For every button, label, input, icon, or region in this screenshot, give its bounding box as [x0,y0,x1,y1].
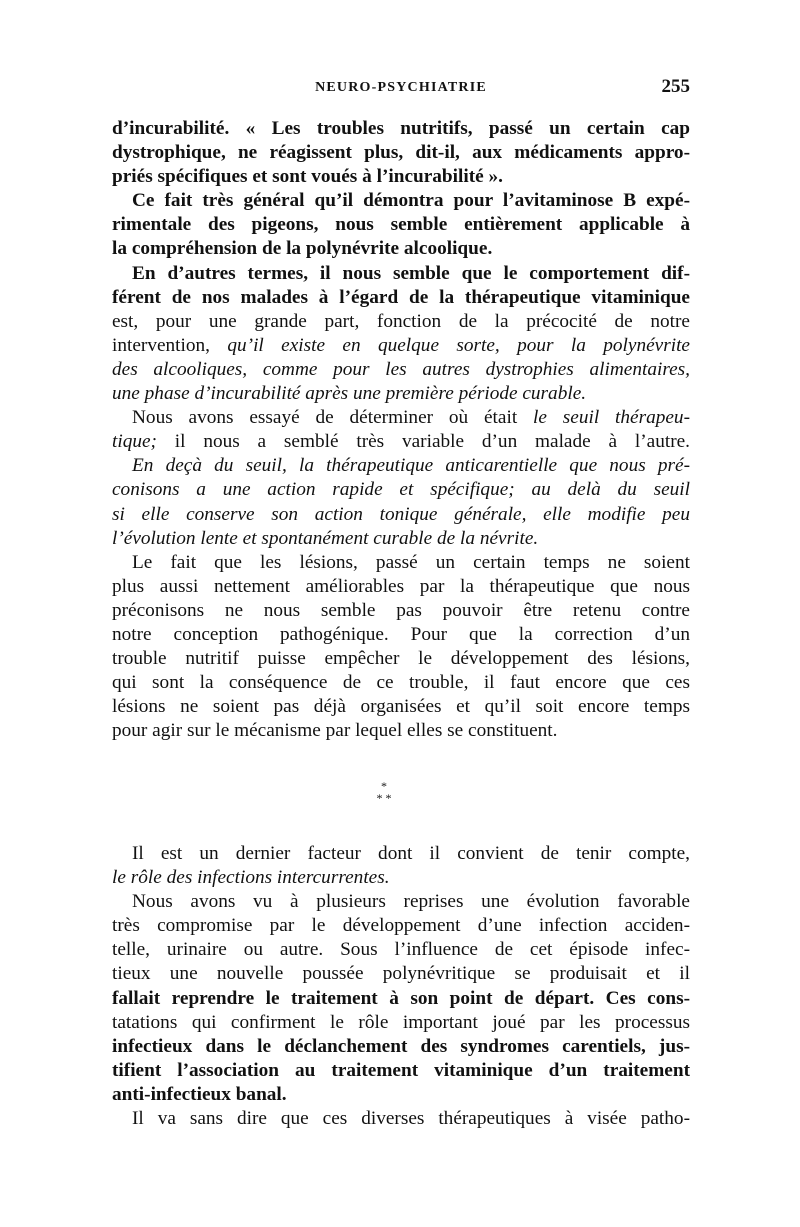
text-line [112,1107,690,1131]
text-run: infectieux dans le déclanchement des syndromes carentiels, jus- [112,1035,690,1057]
text-line [112,430,690,454]
italic-run: le seuil thérapeu- [533,407,690,429]
text-run: tifient l’association au traitement vitaminique d’un traitement [112,1059,690,1081]
text-run: Nous avons essayé de déterminer où était [132,407,518,429]
text-line [112,478,690,502]
text-run: très compromise par le développement d’une infection acciden- [112,915,690,937]
text-line [112,987,690,1011]
text-line [112,1059,690,1083]
text-run: Il est un dernier facteur dont il convient de tenir compte, [132,843,690,864]
text-line [112,141,690,165]
text-run: le rôle des infections intercurrentes. [112,867,390,889]
text-line [112,890,690,914]
text-run: conisons a une action rapide et spécifique; au delà du seuil [112,479,690,501]
text-run: En d’autres termes, il nous semble que le comportement dif- [132,262,690,284]
text-run: tatations qui confirment le rôle important joué par les processus [112,1011,690,1033]
text-line [112,842,690,866]
text-run: qui sont la conséquence de ce trouble, il faut encore que ces [112,672,690,694]
text-run: il nous a semblé très variable d’un malade à l’autre. [174,431,690,453]
text-line [112,599,690,623]
running-title: NEURO-PSYCHIATRIE [315,80,487,95]
text-run: pour agir sur le mécanisme par lequel elles se constituent. [112,720,558,742]
text-line [112,189,690,213]
text-line [112,1083,690,1107]
text-run: anti-infectieux banal. [112,1083,287,1105]
text-run: si elle conserve son action tonique générale, elle modifie peu [112,503,690,525]
text-run: Nous avons vu à plusieurs reprises une évolution favorable [132,891,690,913]
text-run: intervention, [112,334,210,356]
text-run: tieux une nouvelle poussée polynévritique se produisait et il [112,963,690,985]
text-run: dystrophique, ne réagissent plus, dit-il, aux médicaments appro- [112,142,690,164]
text-run: une phase d’incurabilité après une première période curable. [112,383,587,405]
asterism-top: * [381,779,387,793]
text-run: priés spécifiques et sont voués à l’incurabilité ». [112,166,503,188]
text-run: est, pour une grande part, fonction de la précocité de notre [112,310,690,332]
text-line [112,695,690,719]
text-line [112,551,690,575]
text-line [112,1035,690,1059]
text-line [112,575,690,599]
text-line [112,334,690,358]
text-run: notre conception pathogénique. Pour que la correction d’un [112,623,690,645]
text-line [112,1011,690,1035]
text-run: fallait reprendre le traitement à son point de départ. Ces cons- [112,987,690,1009]
text-run: l’évolution lente et spontanément curable de la névrite. [112,527,539,549]
text-line [112,527,690,551]
text-run: Le fait que les lésions, passé un certain temps ne soient [132,551,690,573]
text-run: d’incurabilité. « Les troubles nutritifs, passé un certain cap [112,118,690,139]
text-line [112,406,690,430]
text-run: lésions ne soient pas déjà organisées et qu’il soit encore temps [112,696,690,718]
text-line [112,286,690,310]
asterism-bottom: * * [376,791,392,805]
text-line [112,914,690,938]
text-line [112,262,690,286]
text-line [112,866,690,890]
text-line [112,647,690,671]
text-run: Ce fait très général qu’il démontra pour l’avitaminose B expé- [132,190,690,212]
text-line [112,382,690,406]
text-line [112,962,690,986]
text-run: des alcooliques, comme pour les autres dystrophies alimentaires, [112,358,690,380]
asterism-separator [372,780,396,816]
text-line [112,310,690,334]
text-run: plus aussi nettement améliorables par la thérapeutique que nous [112,575,690,597]
body-text-block-1 [112,117,690,743]
text-line [112,454,690,478]
text-line [112,213,690,237]
text-line [112,623,690,647]
page-header [112,76,690,102]
text-run: préconisons ne nous semble pas pouvoir être retenu contre [112,599,690,621]
text-line [112,938,690,962]
text-run: telle, urinaire ou autre. Sous l’influence de cet épisode infec- [112,939,690,961]
italic-run: qu’il existe en quelque sorte, pour la polynévrite [227,334,690,356]
text-line [112,671,690,695]
text-line [112,503,690,527]
text-line [112,165,690,189]
italic-run: tique; [112,431,157,453]
text-line [112,358,690,382]
text-line [112,117,690,141]
text-run: férent de nos malades à l’égard de la thérapeutique vitaminique [112,286,690,308]
text-run: En deçà du seuil, la thérapeutique anticarentielle que nous pré- [132,455,690,477]
text-run: la compréhension de la polynévrite alcoolique. [112,238,493,260]
text-run: Il va sans dire que ces diverses thérapeutiques à visée patho- [132,1108,690,1130]
body-text-block-2 [112,842,690,1131]
text-run: trouble nutritif puisse empêcher le développement des lésions, [112,648,690,670]
page-number: 255 [661,76,690,97]
text-line [112,237,690,261]
text-run: rimentale des pigeons, nous semble entièrement applicable à [112,214,690,236]
text-line [112,719,690,743]
